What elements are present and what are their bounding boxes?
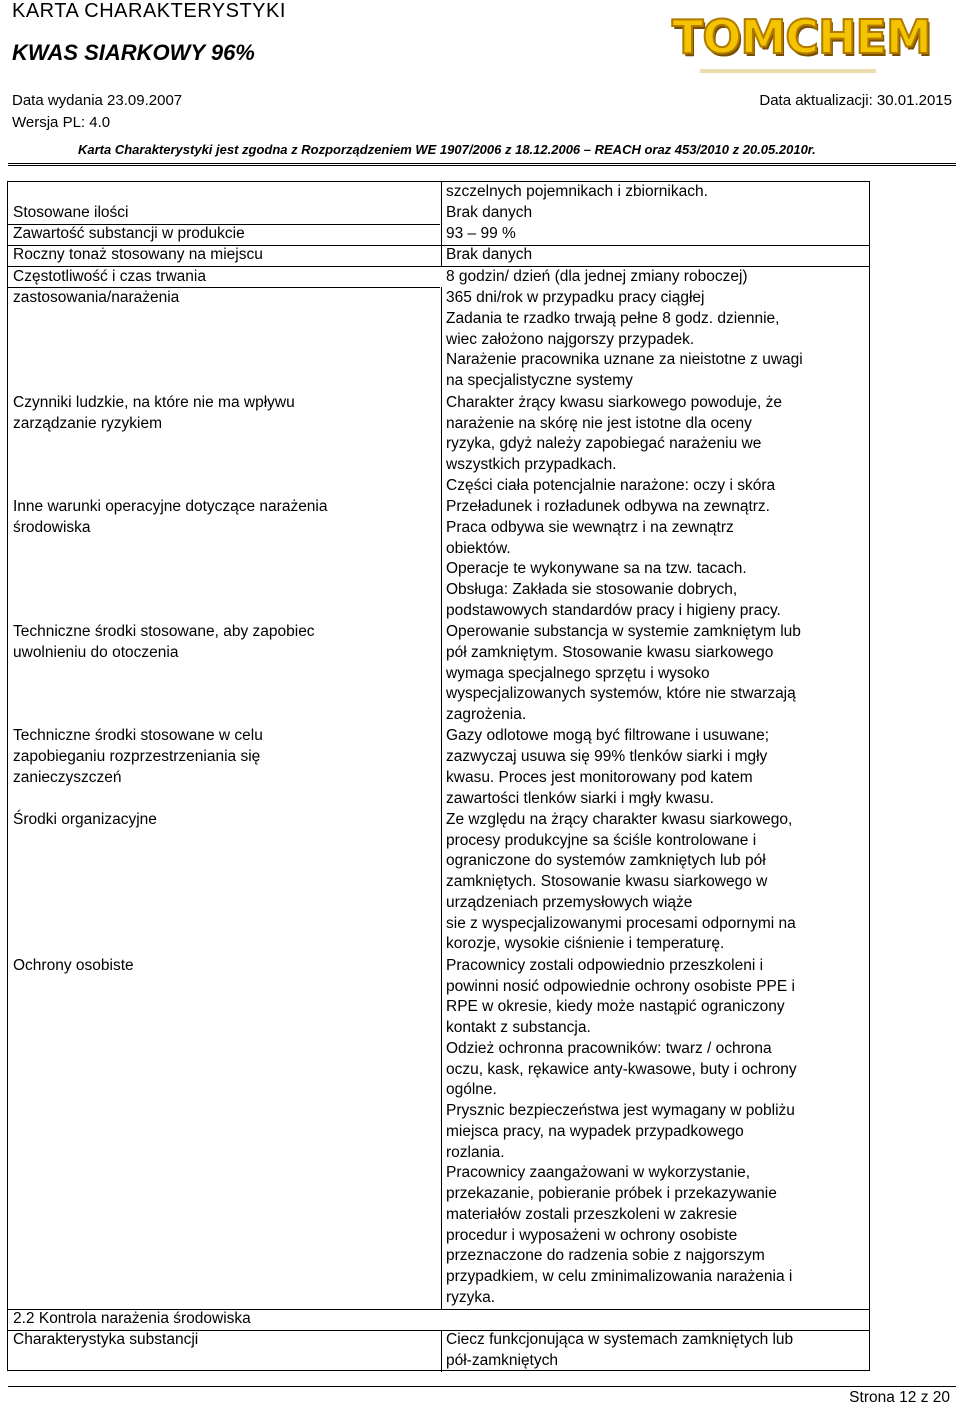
table-cell-value: miejsca pracy, na wypadek przypadkowego <box>446 1123 744 1140</box>
table-cell-value: kontakt z substancja. <box>446 1019 591 1036</box>
table-cell-label: Czynniki ludzkie, na które nie ma wpływu <box>13 394 295 411</box>
table-cell-value: Operowanie substancja w systemie zamkniętym lub <box>446 623 801 640</box>
table-cell-value: wiec założono najgorszy przypadek. <box>446 331 695 348</box>
table-cell-value: przypadkiem, w celu zminimalizowania narażenia i <box>446 1268 793 1285</box>
table-cell-label: Roczny tonaż stosowany na miejscu <box>13 246 263 263</box>
table-cell-label: zarządzanie ryzykiem <box>13 415 163 432</box>
table-cell-value: oczu, kask, rękawice anty-kwasowe, buty i ochrony <box>446 1061 797 1078</box>
table-cell-value: pół-zamkniętych <box>446 1352 558 1369</box>
table-cell-value: wszystkich przypadkach. <box>446 456 617 473</box>
table-cell-value: 365 dni/rok w przypadku pracy ciągłej <box>446 289 705 306</box>
table-cell-value: ryzyka. <box>446 1289 496 1306</box>
table-cell-value: szczelnych pojemnikach i zbiornikach. <box>446 183 708 200</box>
table-cell-value: Gazy odlotowe mogą być filtrowane i usuwane; <box>446 727 770 744</box>
table-cell-label: Techniczne środki stosowane, aby zapobiec <box>13 623 315 640</box>
table-cell-value: ryzyka, gdyż należy zapobiegać narażeniu we <box>446 435 762 452</box>
compliance-note: Karta Charakterystyki jest zgodna z Rozporządzeniem WE 1907/2006 z 18.12.2006 – REACH oraz 453/2010 z 20.05.2010r. <box>78 142 816 157</box>
table-cell-value: Obsługa: Zakłada sie stosowanie dobrych, <box>446 581 738 598</box>
table-cell-value: na specjalistyczne systemy <box>446 372 633 389</box>
logo-strip <box>700 69 876 73</box>
table-cell-value: Brak danych <box>446 246 533 263</box>
header-divider <box>8 163 956 164</box>
table-cell-value: Pracownicy zaangażowani w wykorzystanie, <box>446 1164 751 1181</box>
column-divider <box>441 182 442 266</box>
table-cell-value: Odzież ochronna pracowników: twarz / ochrona <box>446 1040 772 1057</box>
table-cell-value: Ciecz funkcjonująca w systemach zamkniętych lub <box>446 1331 794 1348</box>
table-cell-value: 8 godzin/ dzień (dla jednej zmiany roboczej) <box>446 268 748 285</box>
company-logo <box>672 6 931 76</box>
table-cell-value: obiektów. <box>446 540 511 557</box>
table-cell-value: Ze względu na żrący charakter kwasu siarkowego, <box>446 811 793 828</box>
table-cell-label: zapobieganiu rozprzestrzeniania się <box>13 748 261 765</box>
table-cell-value: korozje, wysokie ciśnienie i temperaturę. <box>446 935 725 952</box>
table-cell-value: Przeładunek i rozładunek odbywa na zewnątrz. <box>446 498 770 515</box>
table-cell-value: Zadania te rzadko trwają pełne 8 godz. dziennie, <box>446 310 780 327</box>
table-cell-label: uwolnieniu do otoczenia <box>13 644 179 661</box>
table-cell-value: Brak danych <box>446 204 533 221</box>
column-divider <box>441 1330 442 1372</box>
table-cell-label: Ochrony osobiste <box>13 957 134 974</box>
table-cell-value: urządzeniach przemysłowych wiąże <box>446 894 693 911</box>
table-cell-value: 93 – 99 % <box>446 225 516 242</box>
table-cell-value: procedur i wyposażeni w ochrony osobiste <box>446 1227 738 1244</box>
update-date: Data aktualizacji: 30.01.2015 <box>759 92 952 109</box>
table-cell-value: sie z wyspecjalizowanymi procesami odpornymi na <box>446 915 796 932</box>
table-cell-value: zawartości tlenków siarki i mgły kwasu. <box>446 790 714 807</box>
table-cell-value: Charakter żrący kwasu siarkowego powoduje, że <box>446 394 782 411</box>
table-cell-value: narażenie na skórę nie jest istotne dla oceny <box>446 415 752 432</box>
table-cell-value: Praca odbywa sie wewnątrz i na zewnątrz <box>446 519 734 536</box>
page-number: Strona 12 z 20 <box>849 1389 950 1406</box>
table-cell-value: kwasu. Proces jest monitorowany pod katem <box>446 769 753 786</box>
table-cell-value: przekazanie, pobieranie próbek i przekazywanie <box>446 1185 777 1202</box>
table-cell-value: ograniczone do systemów zamkniętych lub pół <box>446 852 766 869</box>
table-cell-label: Techniczne środki stosowane w celu <box>13 727 263 744</box>
table-cell-value: ogólne. <box>446 1081 497 1098</box>
table-cell-label: Stosowane ilości <box>13 204 129 221</box>
logo-text: TOMCHEM <box>672 10 931 64</box>
table-cell-value: rozlania. <box>446 1144 505 1161</box>
table-cell-value: RPE w okresie, kiedy może nastąpić ograniczony <box>446 998 785 1015</box>
table-cell-value: przeznaczone do radzenia sobie z najgorszym <box>446 1247 765 1264</box>
footer-divider <box>8 1386 956 1387</box>
table-cell-value: zagrożenia. <box>446 706 527 723</box>
table-cell-value: pół zamkniętym. Stosowanie kwasu siarkowego <box>446 644 774 661</box>
table-cell-value: zazwyczaj usuwa się 99% tlenków siarki i mgły <box>446 748 768 765</box>
table-cell-label: Inne warunki operacyjne dotyczące narażenia <box>13 498 328 515</box>
table-cell-label: zanieczyszczeń <box>13 769 122 786</box>
table-cell-value: Pracownicy zostali odpowiednio przeszkoleni i <box>446 957 764 974</box>
table-cell-value: podstawowych standardów pracy i higieny pracy. <box>446 602 781 619</box>
table-cell-value: materiałów zostali przeszkoleni w zakresie <box>446 1206 738 1223</box>
table-cell-value: Prysznic bezpieczeństwa jest wymagany w pobliżu <box>446 1102 795 1119</box>
table-cell-value: wyspecjalizowanych systemów, które nie stwarzają <box>446 685 796 702</box>
section-heading: 2.2 Kontrola narażenia środowiska <box>13 1310 251 1327</box>
document-type-title: KARTA CHARAKTERYSTYKI <box>12 0 286 22</box>
table-cell-label: Zawartość substancji w produkcie <box>13 225 245 242</box>
table-cell-label: środowiska <box>13 519 91 536</box>
table-cell-value: zamkniętych. Stosowanie kwasu siarkowego w <box>446 873 768 890</box>
table-cell-label: zastosowania/narażenia <box>13 289 180 306</box>
table-cell-label: Środki organizacyjne <box>13 811 157 828</box>
header-divider-2 <box>8 165 956 166</box>
version: Wersja PL: 4.0 <box>12 114 111 131</box>
table-cell-label: Charakterystyka substancji <box>13 1331 199 1348</box>
table-cell-value: procesy produkcyjne sa ściśle kontrolowane i <box>446 832 757 849</box>
issue-date: Data wydania 23.09.2007 <box>12 92 183 109</box>
table-cell-value: Części ciała potencjalnie narażone: oczy i skóra <box>446 477 776 494</box>
column-divider <box>441 287 442 1309</box>
table-cell-label: Częstotliwość i czas trwania <box>13 268 206 285</box>
table-cell-value: Operacje te wykonywane sa na tzw. tacach. <box>446 560 747 577</box>
product-name: KWAS SIARKOWY 96% <box>12 40 255 65</box>
table-cell-value: powinni nosić odpowiednie ochrony osobiste PPE i <box>446 978 795 995</box>
table-cell-value: wymaga specjalnego sprzętu i wysoko <box>446 665 710 682</box>
table-cell-value: Narażenie pracownika uznane za nieistotne z uwagi <box>446 351 803 368</box>
